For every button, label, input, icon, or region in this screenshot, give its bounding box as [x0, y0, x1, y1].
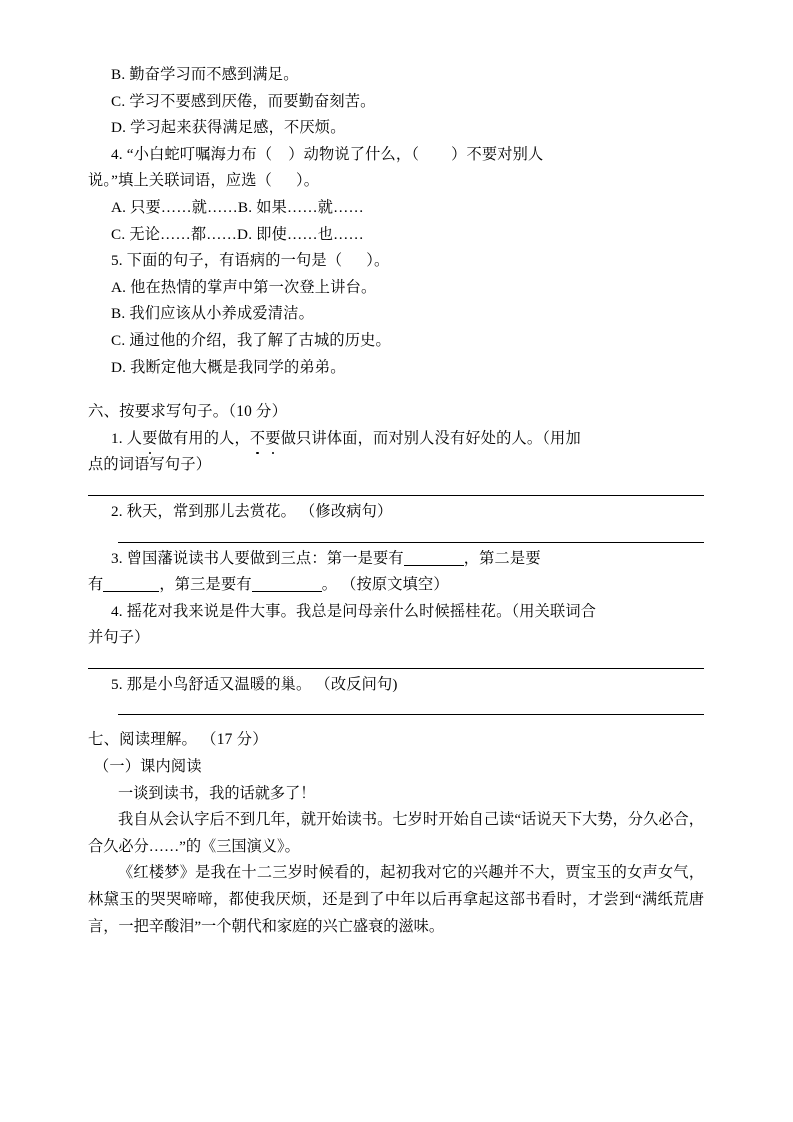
fill-blank-1[interactable]	[404, 551, 464, 566]
option-d-q3: D. 学习起来获得满足感，不厌烦。	[111, 119, 346, 137]
q3-text-e: 。 （按原文填空）	[321, 576, 449, 594]
question-5-option-d: D. 我断定他大概是我同学的弟弟。	[111, 358, 346, 376]
option-c-q3: C. 学习不要感到厌倦，而要勤奋刻苦。	[111, 92, 376, 110]
fill-blank-3[interactable]	[252, 577, 322, 592]
q3-text-b: ，第二是要	[463, 549, 541, 567]
section-seven-heading: 七、阅读理解。 （17 分）	[88, 731, 268, 749]
section-six-q4-line1: 4. 摇花对我来说是件大事。我总是问母亲什么时候摇桂花。（用关联词合	[111, 602, 597, 620]
section-six-q3-line1	[88, 546, 704, 573]
section-six-q1-line2: 点的词语写句子）	[88, 456, 212, 474]
question-5-option-b: B. 我们应该从小养成爱清洁。	[111, 305, 314, 323]
section-six-q4-line2: 并句子）	[88, 629, 150, 647]
question-4-stem-line2: 说。”填上关联词语，应选（ ）。	[88, 172, 320, 190]
section-seven-subheading: （一）课内阅读	[94, 758, 202, 776]
question-4-options-ab: A. 只要……就……B. 如果……就……	[111, 198, 364, 216]
section-six-q1-line1	[88, 426, 704, 453]
section-six-q5: 5. 那是小鸟舒适又温暖的巢。 （改反问句)	[111, 675, 398, 693]
fill-blank-2[interactable]	[103, 577, 159, 592]
option-b-q3: B. 勤奋学习而不感到满足。	[111, 66, 299, 83]
question-5-stem: 5. 下面的句子，有语病的一句是（ ）。	[111, 252, 390, 270]
question-5-option-a: A. 他在热情的掌声中第一次登上讲台。	[111, 278, 377, 296]
reading-paragraph-3: 《红楼梦》是我在十二三岁时候看的，起初我对它的兴趣并不大，贾宝玉的女声女气，林黛玉的哭哭啼啼，都使我厌烦，还是到了中年以后再拿起这部书看时，才尝到“满纸荒唐言，一把辛酸泪”一个朝代和家庭的兴亡盛衰的滋味。	[88, 864, 704, 935]
question-4-stem-line1: 4. “小白蛇叮嘱海力布（ ）动物说了什么，（ ）不要对别人	[111, 145, 544, 163]
q1-text-suffix: 做只讲体面，而对别人没有好处的人。（用加	[280, 429, 581, 447]
section-six-heading: 六、按要求写句子。（10 分）	[88, 403, 288, 421]
q1-emphasis-bu: 不	[250, 426, 265, 453]
q3-text-c: 有	[88, 576, 104, 594]
section-six-q2: 2. 秋天，常到那儿去赏花。 （修改病句）	[111, 502, 393, 520]
page-content	[88, 62, 704, 940]
reading-paragraph-2: 我自从会认字后不到几年，就开始读书。七岁时开始自己读“话说天下大势，分久必合，合久必分……”的《三国演义》。	[88, 811, 704, 855]
question-5-option-c: C. 通过他的介绍，我了解了古城的历史。	[111, 331, 391, 349]
q1-text-mid: 做有用的人，	[157, 429, 250, 447]
q1-emphasis-yao1: 要	[142, 426, 157, 453]
q3-text-d: ，第三是要有	[159, 576, 252, 594]
reading-paragraph-1: 一谈到读书，我的话就多了！	[118, 784, 316, 802]
q3-text-a: 3. 曾国藩说读书人要做到三点：第一是要有	[111, 549, 404, 567]
question-4-options-cd: C. 无论……都……D. 即使……也……	[111, 225, 364, 243]
q1-emphasis-yao2: 要	[265, 426, 280, 453]
q1-text-prefix: 1. 人	[111, 429, 143, 447]
section-six-q3-line2	[88, 572, 704, 599]
